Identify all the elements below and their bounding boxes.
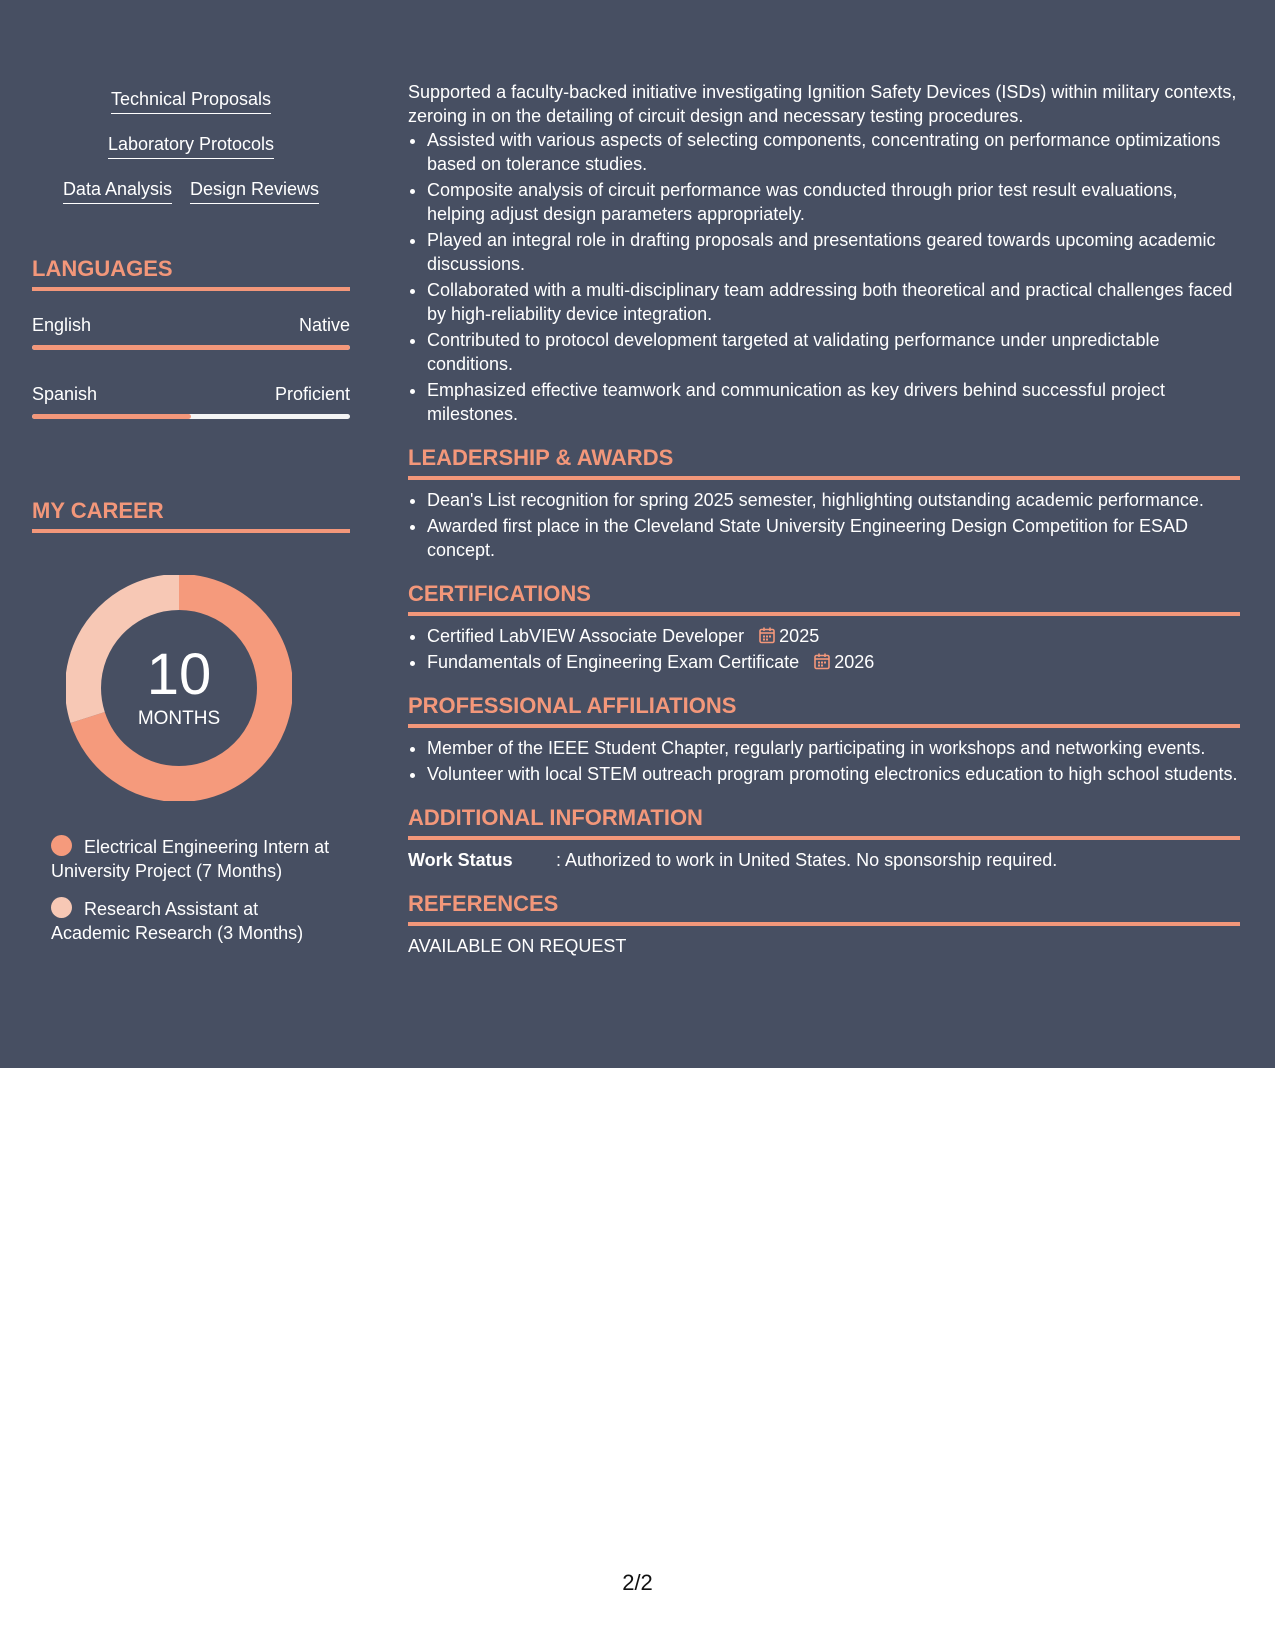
skills-row-2 xyxy=(32,133,350,159)
career-entry-text: Electrical Engineering Intern at University Project (7 Months) xyxy=(51,837,330,881)
page-number: 2/2 xyxy=(622,1570,653,1595)
certifications-heading: CERTIFICATIONS xyxy=(408,580,1240,616)
skill-tag: Data Analysis xyxy=(63,178,172,204)
main-content xyxy=(408,80,1240,958)
skill-tag: Laboratory Protocols xyxy=(108,133,274,159)
certification-item xyxy=(427,650,1240,674)
language-name: English xyxy=(32,315,92,335)
list-item: • Awarded first place in the Cleveland State University Engineering Design Competition for ESAD concept. xyxy=(427,514,1240,562)
language-proficiency-bar xyxy=(32,414,350,419)
calendar-icon xyxy=(759,627,775,644)
certification-year: 2026 xyxy=(834,652,875,672)
career-total-value: 10 xyxy=(146,642,212,707)
career-heading: MY CAREER xyxy=(32,497,350,533)
leadership-heading: LEADERSHIP & AWARDS xyxy=(408,444,1240,480)
leadership-list xyxy=(408,488,1240,562)
list-item: • Member of the IEEE Student Chapter, regularly participating in workshops and networking events. xyxy=(427,736,1240,760)
list-item: • Contributed to protocol development targeted at validating performance under unpredictable conditions. xyxy=(427,328,1240,376)
language-proficiency-fill xyxy=(32,414,191,419)
list-item: • Volunteer with local STEM outreach program promoting electronics education to high school students. xyxy=(427,762,1240,786)
language-level: Proficient xyxy=(274,384,350,404)
certification-name: Certified LabVIEW Associate Developer xyxy=(427,626,745,646)
legend-dot-icon xyxy=(51,835,72,856)
affiliations-list xyxy=(408,736,1240,786)
language-proficiency-bar xyxy=(32,345,350,350)
career-total xyxy=(66,575,292,801)
references-heading: REFERENCES xyxy=(408,890,1240,926)
certification-year: 2025 xyxy=(779,626,820,646)
list-item: • Collaborated with a multi-disciplinary team addressing both theoretical and practical challenges faced by high-reliability device integration. xyxy=(427,278,1240,326)
skills-row-1 xyxy=(32,88,350,114)
additional-info-heading: ADDITIONAL INFORMATION xyxy=(408,804,1240,840)
language-name: Spanish xyxy=(32,384,98,404)
career-entry-text: Research Assistant at Academic Research (3 Months) xyxy=(51,899,304,943)
experience-bullets xyxy=(408,128,1240,426)
certifications-list xyxy=(408,624,1240,674)
language-english xyxy=(32,314,350,350)
language-spanish xyxy=(32,383,350,419)
language-proficiency-fill xyxy=(32,345,350,350)
certification-name: Fundamentals of Engineering Exam Certificate xyxy=(427,652,800,672)
skill-tag: Technical Proposals xyxy=(111,88,271,114)
sidebar xyxy=(0,0,382,1068)
list-item: • Played an integral role in drafting proposals and presentations geared towards upcoming academic discussions. xyxy=(427,228,1240,276)
list-item: • Composite analysis of circuit performance was conducted through prior test result evaluations, helping adjust design parameters appropriately. xyxy=(427,178,1240,226)
career-legend-item xyxy=(51,897,341,945)
work-status-label: Work Status xyxy=(408,850,513,870)
certification-item xyxy=(427,624,1240,648)
legend-dot-icon xyxy=(51,897,72,918)
skill-tag: Design Reviews xyxy=(190,178,319,204)
language-level: Native xyxy=(298,315,350,335)
list-item: • Emphasized effective teamwork and communication as key drivers behind successful project milestones. xyxy=(427,378,1240,426)
work-status-row xyxy=(408,848,1240,872)
career-total-unit: MONTHS xyxy=(137,708,221,729)
experience-intro: Supported a faculty-backed initiative investigating Ignition Safety Devices (ISDs) within military contexts, zeroing in on the detailing of circuit design and necessary testing procedures. xyxy=(408,82,1237,126)
work-status-value: : Authorized to work in United States. No sponsorship required. xyxy=(556,850,1058,870)
list-item: • Dean's List recognition for spring 2025 semester, highlighting outstanding academic performance. xyxy=(427,488,1240,512)
references-text: AVAILABLE ON REQUEST xyxy=(408,936,627,956)
calendar-icon xyxy=(814,653,830,670)
career-legend-item xyxy=(51,835,341,883)
list-item: • Assisted with various aspects of selecting components, concentrating on performance optimizations based on tolerance studies. xyxy=(427,128,1240,176)
languages-heading: LANGUAGES xyxy=(32,255,350,291)
skills-row-3 xyxy=(32,178,350,204)
affiliations-heading: PROFESSIONAL AFFILIATIONS xyxy=(408,692,1240,728)
